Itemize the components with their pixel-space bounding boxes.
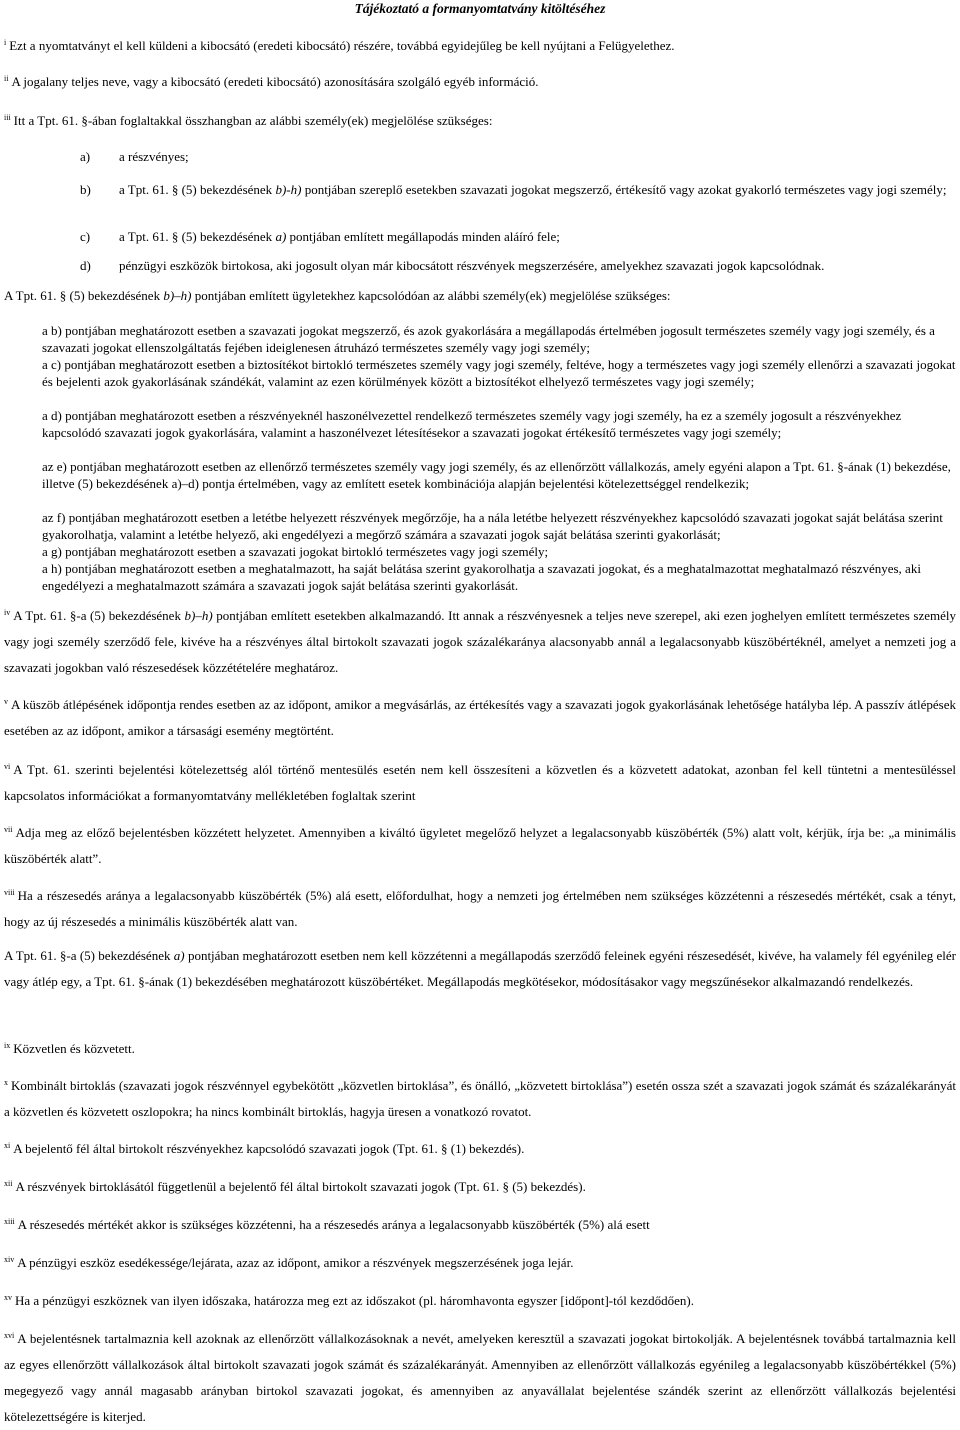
note-marker: i [4, 38, 7, 47]
list-item-ref: a) [275, 229, 287, 244]
note-marker: xiv [4, 1255, 15, 1264]
note-text: A részvények birtoklásától függetlenül a bejelentő fél által birtokolt szavazati jogok (Tpt. 61. § (5) bekezdés). [15, 1179, 586, 1194]
note-marker: vii [4, 825, 13, 834]
indented-paragraph: a d) pontjában meghatározott esetben a részvényeknél haszonélvezettel rendelkező természetes személy vagy jogi személy, ha ez a személy jogosult a részvényekhez kapcsolódó szavazati jogok gyakorlására, valamint a haszonélvezet létesítésekor a szavazati jogokat értékesítő természetes vagy jogi személy; [42, 408, 902, 440]
paragraph-text: A Tpt. 61. §-a (5) bekezdésének [4, 948, 174, 963]
note-marker: viii [4, 888, 15, 897]
indented-paragraph: a g) pontjában meghatározott esetben a szavazati jogokat birtokló természetes vagy jogi személy; [42, 544, 549, 559]
list-item: a részvényes; [119, 149, 189, 164]
note-text: A küszöb átlépésének időpontja rendes esetben az az időpont, amikor a megvásárlás, az értékesítés vagy a szavazati jogok gyakorlásának lehetősége hatályba lép. A passzív átlépések esetében az az időpont, amikor a társasági esemény megtörtént. [4, 697, 956, 738]
note-text: Közvetlen és közvetett. [13, 1041, 135, 1056]
note-text: A jogalany teljes neve, vagy a kibocsátó (eredeti kibocsátó) azonosítására szolgáló egyéb információ. [11, 74, 539, 89]
note-marker: xiii [4, 1217, 15, 1226]
list-item-text: pontjában szereplő esetekben szavazati jogokat megszerző, értékesítő vagy azokat gyakorló természetes vagy jogi személy; [301, 182, 947, 197]
note-iii [4, 109, 956, 129]
note-marker: vi [4, 762, 11, 771]
note-iv [4, 600, 956, 681]
note-marker: ii [4, 74, 9, 83]
note-text: A bejelentő fél által birtokolt részvényekhez kapcsolódó szavazati jogok (Tpt. 61. § (1) bekezdés). [13, 1141, 525, 1156]
list-label: b) [80, 182, 91, 197]
note-text: A Tpt. 61. szerinti bejelentési kötelezettség alól történő mentesülés esetén nem kell összesíteni a közvetlen és a közvetett adatokat, azonban fel kell tüntetni a mentesüléssel kapcsolatos információkat a formanyomtatvány mellékletében foglaltak szerint [4, 762, 956, 803]
note-marker: x [4, 1078, 8, 1087]
note-xiv [4, 1247, 956, 1276]
note-xiii [4, 1209, 956, 1238]
list-item [119, 228, 959, 245]
list-label: a) [80, 149, 91, 164]
list-item-text: a Tpt. 61. § (5) bekezdésének [119, 182, 276, 197]
note-marker: iii [4, 113, 11, 122]
note-marker: iv [4, 608, 11, 617]
note-text: A pénzügyi eszköz esedékessége/lejárata, azaz az időpont, amikor a részvények megszerzésének joga lejár. [17, 1255, 574, 1270]
note-text: Kombinált birtoklás (szavazati jogok részvénnyel egybekötött „közvetlen birtoklása”, és önálló, „közvetett birtoklása”) esetén ossza szét a szavazati jogok számát és százalékarányát a közvetlen és közvetett oszlopokra; ha nincs kombinált birtoklás, hagyja üresen a vonatkozó rovatot. [4, 1078, 956, 1119]
paragraph-text: pontjában meghatározott esetben nem kell közzétenni a megállapodás szerződő feleinek egyéni részesedését, kivéve, ha valamely fél egyénileg elér vagy átlép egy, a Tpt. 61. §-ának (1) bekezdésében meghatározott küszöbértéket. Megállapodás megkötésekor, módosításakor vagy megszűnésekor alkalmazandó rendelkezés. [4, 948, 956, 989]
paragraph-text: A Tpt. 61. § (5) bekezdésének [4, 288, 164, 303]
note-marker: xvi [4, 1331, 15, 1340]
note-text: Itt a Tpt. 61. §-ában foglaltakkal összhangban az alábbi személy(ek) megjelölése szükséges: [13, 113, 493, 128]
indented-paragraph: a b) pontjában meghatározott esetben a szavazati jogokat megszerző, és azok gyakorlására a megállapodás értelmében jogosult természetes személy vagy jogi személy, és a szavazati jogokat ellenszolgáltatás fejében ideiglenesen átruházó természetes személy vagy jogi személy; [42, 323, 935, 355]
note-text: Adja meg az előző bejelentésben közzétett helyzetet. Amennyiben a kiváltó ügyletet megelőző helyzet a legalacsonyabb küszöbérték (5%) alatt volt, kérjük, írja be: „a minimális küszöbérték alatt”. [4, 825, 956, 866]
list-item: pénzügyi eszközök birtokosa, aki jogosult olyan már kibocsátott részvények megszerzésére, amelyekhez szavazati jogok kapcsolódnak. [119, 258, 825, 273]
list-item-text: pontjában említett megállapodás minden aláíró fele; [286, 229, 560, 244]
note-marker: xi [4, 1141, 11, 1150]
list-item [119, 181, 959, 198]
page-title: Tájékoztató a formanyomtatvány kitöltéséhez [354, 1, 606, 16]
note-viii [4, 880, 956, 935]
note-xv [4, 1285, 956, 1314]
note-text: Ha a részesedés aránya a legalacsonyabb küszöbérték (5%) alá esett, előfordulhat, hogy a nemzeti jog értelmében nem szükséges közzétenni a részesedés mértékét, csak a tényt, hogy az új részesedés a minimális küszöbérték alatt van. [4, 888, 956, 929]
paragraph-ref: a) [173, 948, 185, 963]
note-v [4, 689, 956, 744]
note-ii [4, 70, 956, 90]
indented-paragraph: az e) pontjában meghatározott esetben az ellenőrző természetes személy vagy jogi személy, és az ellenőrzött vállalkozás, amely egyéni alapon a Tpt. 61. §-ának (1) bekezdése, illetve (5) bekezdésének a)–d) pontja értelmében, vagy az említett esetek kombinációja alapján bejelentési kötelezettséggel rendelkezik; [42, 459, 951, 491]
note-marker: ix [4, 1041, 11, 1050]
tpt-a-paragraph [4, 943, 956, 995]
note-text: Ezt a nyomtatványt el kell küldeni a kibocsátó (eredeti kibocsátó) részére, továbbá egyidejűleg be kell nyújtani a Felügyelethez. [9, 38, 675, 53]
note-vii [4, 817, 956, 872]
note-marker: xv [4, 1293, 12, 1302]
list-label: d) [80, 258, 91, 273]
list-label: c) [80, 229, 91, 244]
note-xii [4, 1171, 956, 1200]
indented-paragraph: a c) pontjában meghatározott esetben a biztosítékot birtokló természetes személy vagy jogi személy, feltéve, hogy a természetes vagy jogi személy ellenőrzi a szavazati jogokat és bejelenti azok gyakorlásának szándékát, valamint az ezen körülmények között a biztosítékot elhelyező természetes vagy jogi személy; [42, 357, 956, 389]
list-item-text: a Tpt. 61. § (5) bekezdésének [119, 229, 276, 244]
note-text: A részesedés mértékét akkor is szükséges közzétenni, ha a részesedés aránya a legalacsonyabb küszöbérték (5%) alá esett [17, 1217, 650, 1232]
note-text: A bejelentésnek tartalmaznia kell azoknak az ellenőrzött vállalkozásoknak a nevét, amelyeken keresztül a szavazati jogokat birtokolják. A bejelentésnek továbbá tartalmaznia kell az egyes ellenőrzött vállalkozások által birtokolt szavazati jogok számát és százalékarányát. Amennyiben az ellenőrzött vállalkozás egyénileg a legalacsonyabb küszöbértékkel (5%) megegyező vagy annál magasabb arányban birtokol szavazati jogokat, és amennyiben az anyavállalat bejelentése szándék szerint az ellenőrzött vállalkozás bejelentési kötelezettségére is kiterjed. [4, 1331, 956, 1424]
note-ix [4, 1033, 956, 1062]
note-text: pontjában említett esetekben alkalmazandó. Itt annak a részvényesnek a teljes neve szerepel, aki ezen joghelyen említett természetes személy vagy jogi személy szerződő fele, kivéve ha a részvényes által birtokolt szavazati jogok százalékaránya alacsonyabb annál a legalacsonyabb küszöbértéknél, amelyet a nemzeti jog a szavazati jogokban való részesedések közzétételére meghatároz. [4, 608, 956, 675]
note-xvi [4, 1323, 956, 1430]
indented-paragraph: a h) pontjában meghatározott esetben a meghatalmazott, ha saját belátása szerint gyakorolhatja a szavazati jogokat, és a meghatalmazottat meghatalmazó részvényes, aki engedélyezi a meghatalmazott számára a szavazati jogok saját belátása szerinti gyakorlását. [42, 561, 921, 593]
paragraph-text: pontjában említett ügyletekhez kapcsolódóan az alábbi személy(ek) megjelölése szükséges: [191, 288, 671, 303]
note-ref: b)–h) [184, 608, 213, 623]
paragraph-ref: b)–h) [163, 288, 192, 303]
note-i [4, 34, 956, 54]
tpt-intro [4, 287, 956, 304]
note-text: Ha a pénzügyi eszköznek van ilyen időszaka, határozza meg ezt az időszakot (pl. háromhavonta egyszer [időpont]-tól kezdődően). [15, 1293, 694, 1308]
indented-paragraph: az f) pontjában meghatározott esetben a letétbe helyezett részvények megőrzője, ha a nála letétbe helyezett részvényekhez kapcsolódó szavazati jogokat saját belátása szerint gyakorolhatja, valamint a letétbe helyező, aki engedélyezi a megőrző számára a szavazati jogok saját belátása szerinti gyakorlását; [42, 510, 943, 542]
note-marker: xii [4, 1179, 13, 1188]
note-vi [4, 754, 956, 809]
list-item-ref: b)-h) [275, 182, 302, 197]
note-x [4, 1070, 956, 1125]
note-marker: v [4, 697, 8, 706]
note-text: A Tpt. 61. §-a (5) bekezdésének [13, 608, 185, 623]
note-xi [4, 1133, 956, 1162]
